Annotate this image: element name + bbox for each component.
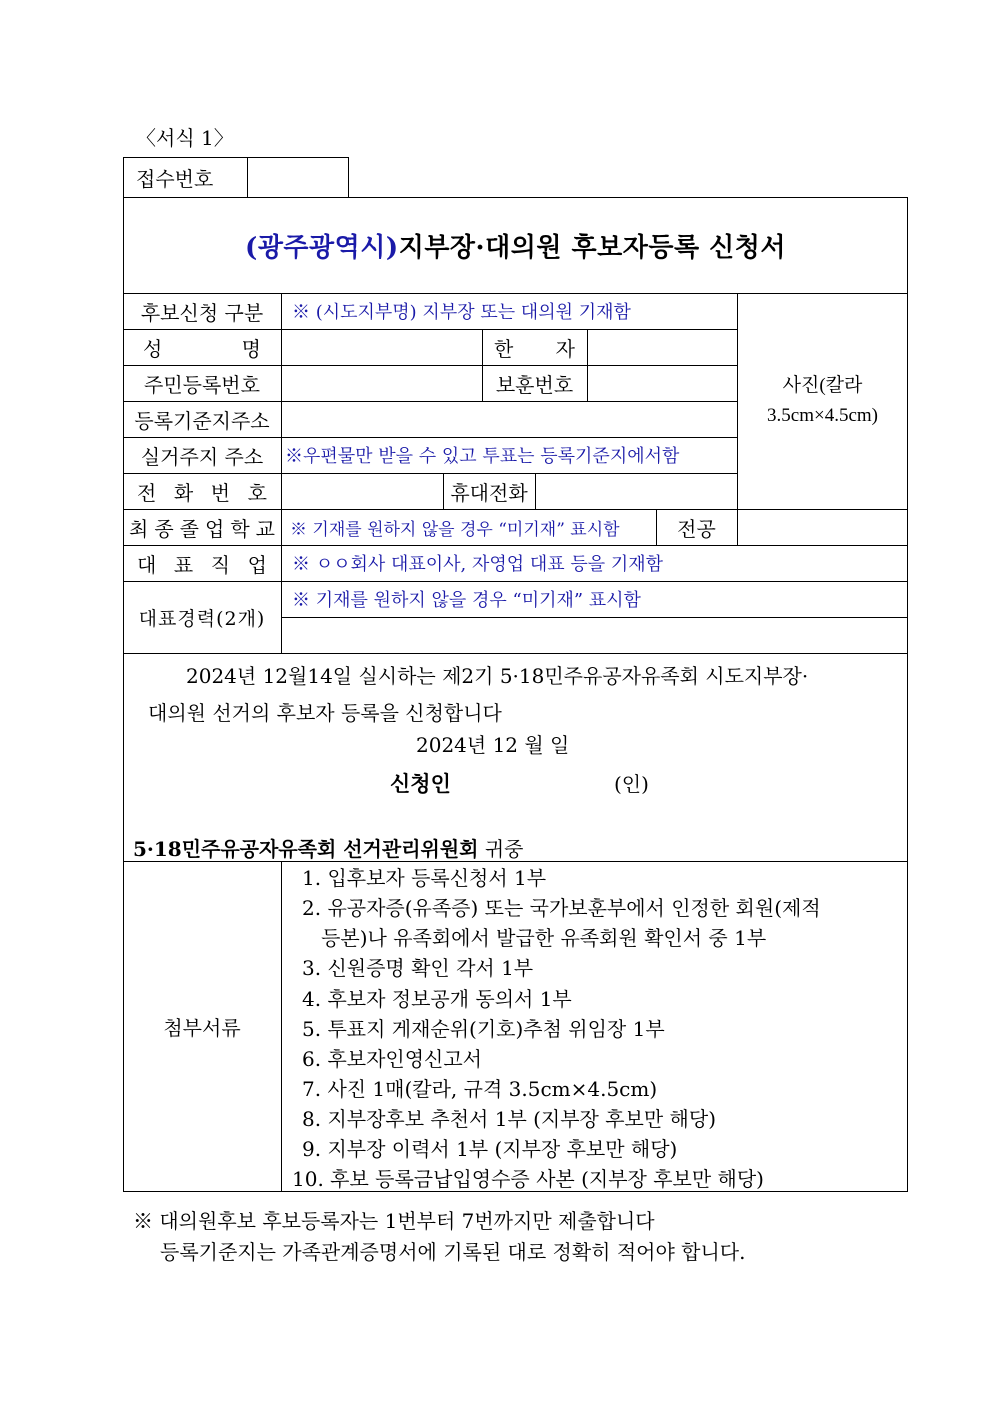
addressee-name: 5·18민주유공자유족회 선거관리위원회 (133, 837, 479, 861)
divider (281, 861, 282, 1192)
attachment-item: 2. 유공자증(유족증) 또는 국가보훈부에서 인정한 회원(제적 (302, 896, 821, 920)
candidate-type-note: ※ (시도지부명) 지부장 또는 대의원 기재함 (292, 302, 631, 323)
hanja-field[interactable] (587, 329, 737, 365)
receipt-number-box (123, 157, 349, 197)
photo-label-line2: 3.5cm×4.5cm) (767, 405, 878, 426)
attachment-item: 10. 후보 등록금납입영수증 사본 (지부장 후보만 해당) (292, 1167, 764, 1191)
career-label: 대표경력(2개) (138, 607, 266, 630)
resident-number-field[interactable] (281, 365, 482, 401)
name-label: 성 명 (143, 336, 261, 361)
veteran-number-field[interactable] (587, 365, 737, 401)
form-number-label: 〈서식 1〉 (136, 126, 234, 150)
photo-label-line1: 사진(칼라 (782, 375, 863, 396)
school-label: 최 종 졸 업 학 교 (129, 516, 275, 541)
footer-note-2: 등록기준지는 가족관계증명서에 기록된 대로 정확히 적어야 합니다. (160, 1240, 746, 1264)
form-title (123, 197, 908, 293)
seal-mark: (인) (614, 772, 649, 796)
footer-note-1: ※ 대의원후보 후보등록자는 1번부터 7번까지만 제출합니다 (133, 1209, 655, 1233)
mobile-field[interactable] (535, 473, 737, 509)
attachment-item: 4. 후보자 정보공개 동의서 1부 (302, 987, 572, 1011)
career-note: ※ 기재를 원하지 않을 경우 “미기재” 표시함 (292, 590, 641, 611)
major-label: 전공 (677, 516, 716, 541)
mobile-label: 휴대전화 (450, 480, 528, 505)
addressee-suffix: 귀중 (478, 837, 524, 861)
attachment-item: 1. 입후보자 등록신청서 1부 (302, 866, 547, 890)
phone-label: 전 화 번 호 (137, 480, 267, 505)
residence-address-label: 실거주지 주소 (140, 444, 264, 469)
occupation-label: 대 표 직 업 (137, 552, 267, 577)
addressee (133, 833, 523, 862)
statement-line2: 대의원 선거의 후보자 등록을 신청합니다 (148, 701, 502, 725)
name-field[interactable] (281, 329, 482, 365)
resident-number-label: 주민등록번호 (144, 372, 260, 397)
divider (123, 653, 908, 654)
school-note: ※ 기재를 원하지 않을 경우 “미기재” 표시함 (290, 519, 620, 540)
registered-address-field[interactable] (281, 401, 737, 437)
attachment-item: 7. 사진 1매(칼라, 규격 3.5cm×4.5cm) (302, 1077, 658, 1101)
attachment-item: 3. 신원증명 확인 각서 1부 (302, 956, 534, 980)
occupation-note: ※ ㅇㅇ회사 대표이사, 자영업 대표 등을 기재함 (292, 554, 664, 575)
statement-line1: 2024년 12월14일 실시하는 제2기 5·18민주유공자유족회 시도지부장· (186, 664, 809, 688)
veteran-number-label: 보훈번호 (495, 372, 574, 397)
major-field[interactable] (737, 509, 908, 545)
residence-address-note: ※우편물만 받을 수 있고 투표는 등록기준지에서함 (285, 446, 680, 467)
registered-address-label: 등록기준지주소 (134, 408, 270, 433)
attachment-item: 8. 지부장후보 추천서 1부 (지부장 후보만 해당) (302, 1107, 716, 1131)
attachment-item: 등본)나 유족회에서 발급한 유족회원 확인서 중 1부 (302, 926, 767, 950)
candidate-type-label: 후보신청 구분 (140, 300, 264, 325)
receipt-number-label: 접수번호 (124, 158, 248, 197)
career-field[interactable] (281, 617, 908, 653)
form-title-text: 지부장·대의원 후보자등록 신청서 (398, 232, 786, 263)
attachments-label: 첨부서류 (163, 1016, 241, 1040)
form-title-region: (광주광역시) (245, 232, 399, 263)
application-date: 2024년 12 월 일 (416, 733, 570, 757)
attachment-item: 6. 후보자인영신고서 (302, 1047, 482, 1071)
hanja-label: 한 자 (494, 336, 575, 361)
attachment-item: 9. 지부장 이력서 1부 (지부장 후보만 해당) (302, 1137, 678, 1161)
receipt-number-field[interactable] (248, 158, 348, 197)
applicant-label: 신청인 (390, 771, 451, 796)
phone-field[interactable] (281, 473, 443, 509)
candidate-type-field[interactable] (281, 293, 737, 329)
photo-placeholder (737, 293, 908, 509)
attachment-item: 5. 투표지 게재순위(기호)추첨 위임장 1부 (302, 1017, 665, 1041)
